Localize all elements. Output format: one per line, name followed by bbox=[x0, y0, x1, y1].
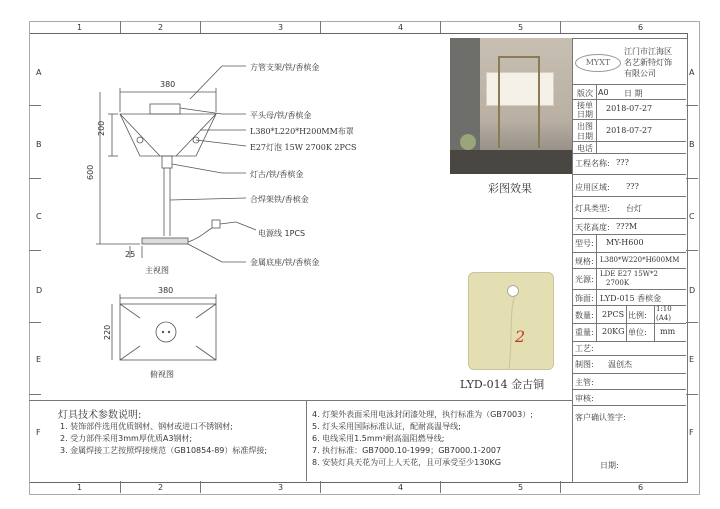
light-value-2: 2700K bbox=[606, 279, 630, 287]
finish-swatch bbox=[468, 272, 554, 370]
qty-value: 2PCS bbox=[602, 310, 625, 319]
notes-title: 灯具技术参数说明: bbox=[58, 410, 142, 421]
render-shade bbox=[486, 72, 554, 106]
receive-label-1: 接单 bbox=[577, 101, 593, 110]
note-2: 2. 受力部件采用3mm厚优质A3钢材; bbox=[60, 434, 193, 443]
issue-label-2: 日期 bbox=[577, 132, 593, 141]
ruler-row-f: F bbox=[36, 428, 41, 437]
receive-label-2: 日期 bbox=[577, 110, 593, 119]
note-8: 8. 安装灯具天花为可上人天花，且可承受至少130KG bbox=[312, 458, 501, 467]
project-value: ??? bbox=[616, 158, 629, 167]
company-name-3: 有限公司 bbox=[624, 69, 656, 78]
ruler-col-4: 4 bbox=[398, 23, 404, 32]
ruler-row-b-right: B bbox=[689, 140, 695, 149]
scale-label: 比例: bbox=[628, 311, 647, 320]
spec-label: 规格: bbox=[575, 257, 594, 266]
light-value-1: LDE E27 15W*2 bbox=[600, 270, 658, 278]
unit-label: 单位: bbox=[628, 328, 647, 337]
ceiling-label: 天花高度: bbox=[575, 223, 610, 232]
phone-label: 电话 bbox=[577, 144, 593, 153]
note-4: 4. 灯架外表面采用电泳封闭漆处理，执行标准为（GB7003）; bbox=[312, 410, 533, 419]
ruler-row-f-right: F bbox=[689, 428, 694, 437]
front-dim-width: 380 bbox=[160, 80, 176, 89]
company-name-1: 江门市江海区 bbox=[624, 47, 672, 56]
ruler-row-e: E bbox=[36, 355, 42, 364]
note-5: 5. 灯头采用国际标准认证，配耐高温导线; bbox=[312, 422, 461, 431]
ruler-row-a-right: A bbox=[689, 68, 695, 77]
ruler-col-1: 1 bbox=[77, 23, 83, 32]
ruler-col-3: 3 bbox=[278, 23, 284, 32]
area-label: 应用区域: bbox=[575, 183, 610, 192]
scale-value-1: 1:10 bbox=[656, 305, 672, 313]
project-label: 工程名称: bbox=[575, 159, 610, 168]
front-view-caption: 主视图 bbox=[145, 266, 169, 275]
ruler-row-a: A bbox=[36, 68, 42, 77]
version-label: 版次 bbox=[577, 89, 593, 98]
ruler-col-5: 5 bbox=[518, 23, 524, 32]
callout-bulb: E27灯泡 15W 2700K 2PCS bbox=[250, 143, 357, 152]
callout-frame-tube: 方管支架/铁/香槟金 bbox=[250, 63, 320, 72]
qty-label: 数量: bbox=[575, 311, 594, 320]
issue-label-1: 出图 bbox=[577, 122, 593, 131]
ruler-col-2: 2 bbox=[158, 23, 164, 32]
light-label: 光源: bbox=[575, 275, 594, 284]
ruler-row-c-right: C bbox=[689, 212, 695, 221]
review-label: 审核: bbox=[575, 394, 594, 403]
ruler-col-2-bottom: 2 bbox=[158, 483, 164, 492]
ruler-col-4-bottom: 4 bbox=[398, 483, 404, 492]
finish-label: 饰面: bbox=[575, 294, 594, 303]
craft-label: 工艺: bbox=[575, 344, 594, 353]
finish-value: LYD-015 香槟金 bbox=[600, 294, 662, 303]
weight-value: 20KG bbox=[602, 327, 625, 336]
ruler-row-c: C bbox=[36, 212, 42, 221]
callout-power-cord: 电源线 1PCS bbox=[258, 229, 306, 238]
swatch-caption: LYD-014 金古铜 bbox=[460, 378, 545, 391]
render-table bbox=[450, 150, 572, 174]
ruler-row-b: B bbox=[36, 140, 42, 149]
date-header: 日 期 bbox=[624, 89, 643, 98]
technical-drawing bbox=[0, 0, 450, 400]
callout-shade: L380*L220*H200MM布罩 bbox=[250, 127, 354, 136]
ruler-row-d: D bbox=[36, 286, 43, 295]
model-label: 型号: bbox=[575, 239, 594, 248]
ruler-col-3-bottom: 3 bbox=[278, 483, 284, 492]
callout-welded-frame: 合焊架铁/香槟金 bbox=[250, 195, 309, 204]
ceiling-value: ???M bbox=[616, 222, 638, 231]
render-caption: 彩图效果 bbox=[488, 182, 532, 195]
weight-label: 重量: bbox=[575, 328, 594, 337]
ruler-col-5-bottom: 5 bbox=[518, 483, 524, 492]
company-logo: MYXT bbox=[575, 54, 621, 72]
note-6: 6. 电线采用1.5mm²耐高温阻燃导线; bbox=[312, 434, 445, 443]
front-dim-shade-height: 200 bbox=[97, 120, 106, 136]
receive-date: 2018-07-27 bbox=[606, 104, 653, 113]
ruler-col-6-bottom: 6 bbox=[638, 483, 644, 492]
area-value: ??? bbox=[626, 182, 639, 191]
fixture-value: 台灯 bbox=[626, 204, 642, 213]
chief-label: 主管: bbox=[575, 378, 594, 387]
drawn-value: 温创杰 bbox=[608, 360, 632, 369]
ruler-row-e-right: E bbox=[689, 355, 695, 364]
front-dim-total-height: 600 bbox=[86, 164, 95, 180]
render-photo bbox=[450, 38, 572, 174]
version-value: A0 bbox=[598, 88, 609, 97]
ruler-row-d-right: D bbox=[689, 286, 696, 295]
date-sign-label: 日期: bbox=[600, 461, 619, 470]
client-sign-label: 客户确认签字: bbox=[575, 413, 626, 422]
unit-value: mm bbox=[660, 327, 676, 336]
drawn-label: 制图: bbox=[575, 360, 594, 369]
company-name-2: 名艺新特灯饰 bbox=[624, 58, 672, 67]
note-1: 1. 装饰部件选用优质钢材、钢材或进口不锈钢材; bbox=[60, 422, 233, 431]
top-dim-depth: 220 bbox=[103, 324, 112, 340]
front-dim-base: 25 bbox=[125, 250, 136, 259]
swatch-mark: 2 bbox=[515, 327, 526, 346]
ruler-col-6: 6 bbox=[638, 23, 644, 32]
fixture-label: 灯具类型: bbox=[575, 204, 610, 213]
note-3: 3. 金属焊接工艺按照焊接规范（GB10854-89）标准焊接; bbox=[60, 446, 268, 455]
top-dim-width: 380 bbox=[158, 286, 174, 295]
top-view-caption: 俯视图 bbox=[150, 370, 174, 379]
issue-date: 2018-07-27 bbox=[606, 126, 653, 135]
scale-value-2: (A4) bbox=[656, 314, 671, 322]
note-7: 7. 执行标准：GB7000.10-1999；GB7000.1-2007 bbox=[312, 446, 502, 455]
ruler-col-1-bottom: 1 bbox=[77, 483, 83, 492]
callout-flat-nut: 平头母/铁/香槟金 bbox=[250, 111, 312, 120]
spec-value: L380*W220*H600MM bbox=[600, 256, 680, 264]
callout-lamp-holder: 灯古/铁/香槟金 bbox=[250, 170, 304, 179]
model-value: MY-H600 bbox=[606, 238, 644, 247]
callout-metal-base: 金属底座/铁/香槟金 bbox=[250, 258, 320, 267]
